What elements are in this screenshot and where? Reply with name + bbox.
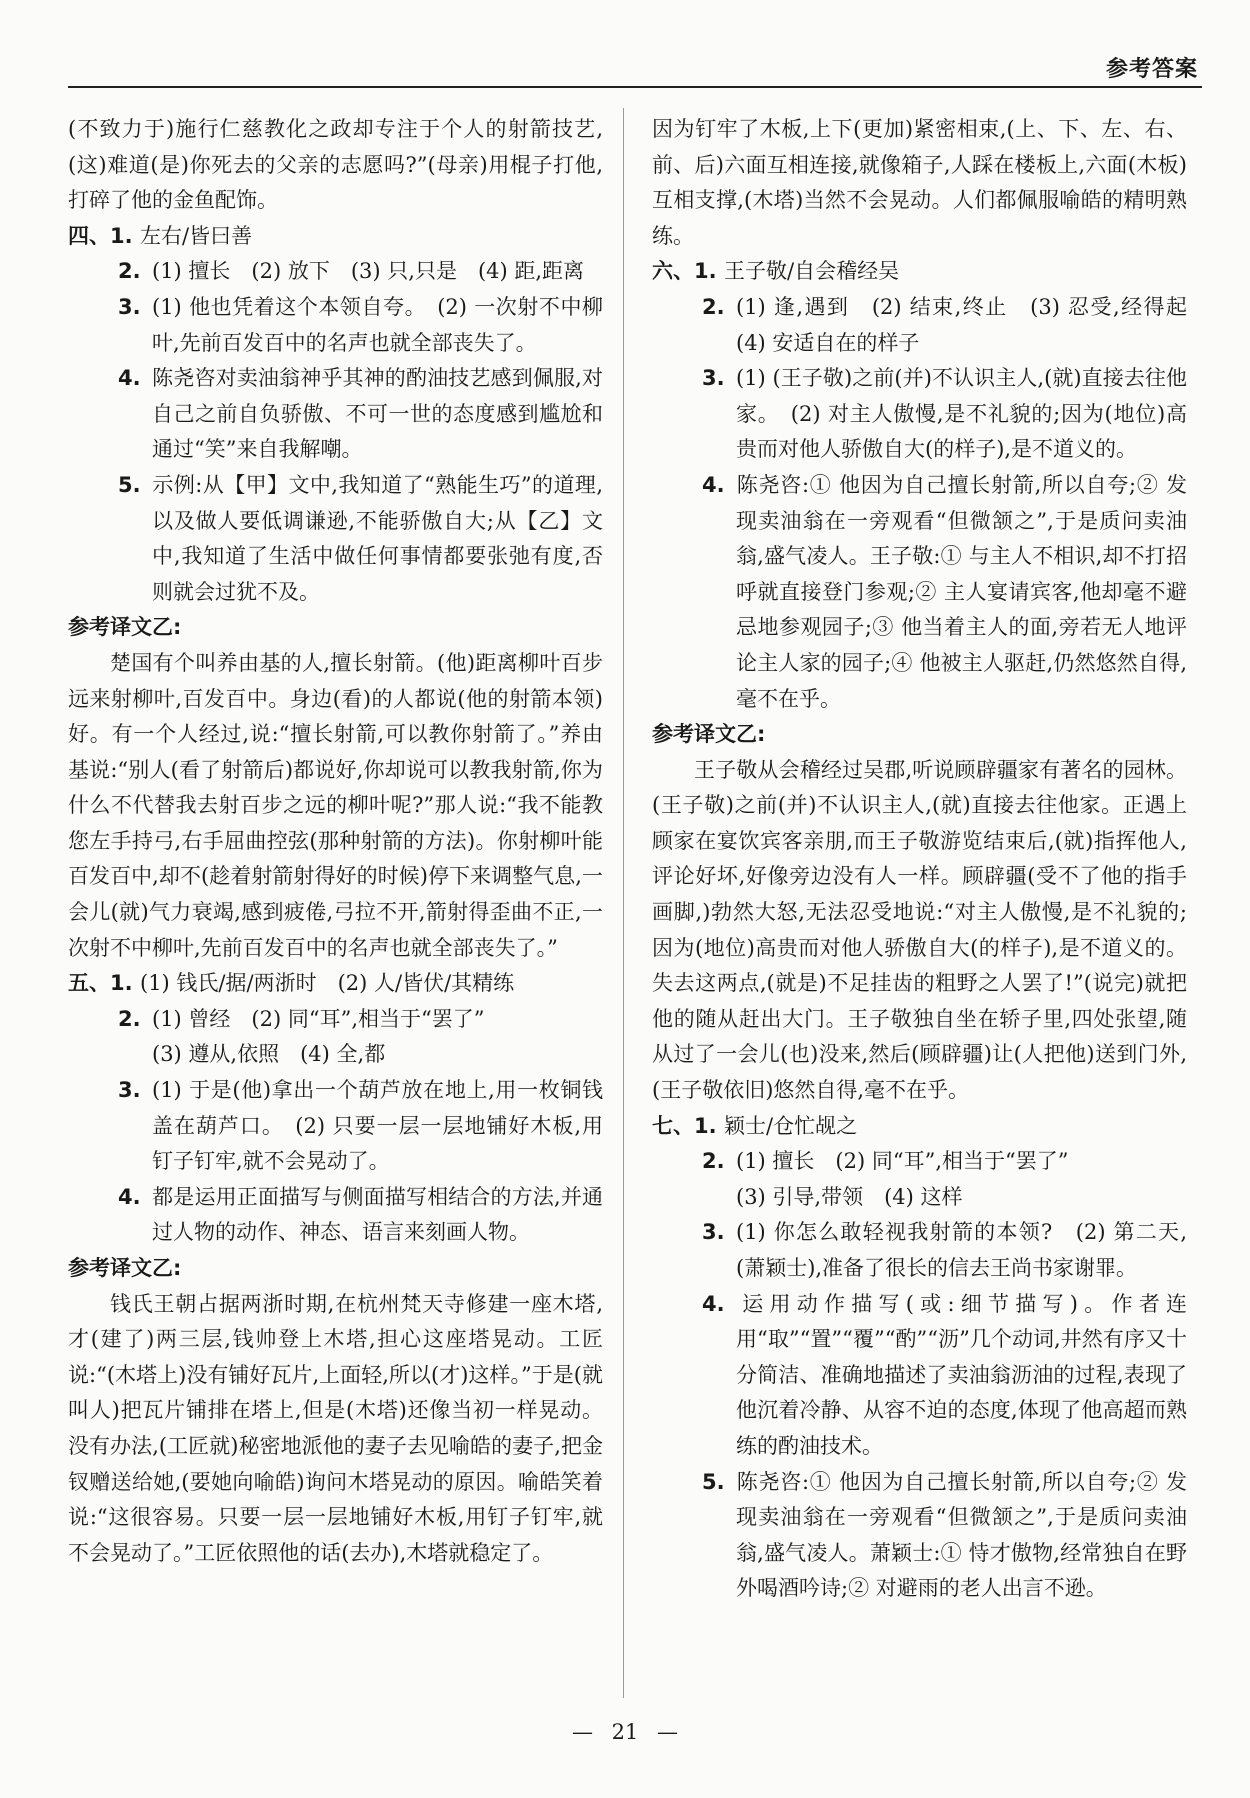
section-5-item-3: 3. (1) 于是(他)拿出一个葫芦放在地上,用一枚铜钱盖在葫芦口。 (2) 只要一层一层地铺好木板,用钉子钉牢,就不会晃动了。 bbox=[118, 1078, 603, 1174]
section-6-label: 六、 bbox=[652, 259, 694, 284]
intro-paragraph: (不致力于)施行仁慈教化之政却专注于个人的射箭技艺,(这)难道(是)你死去的父亲的志愿吗?”(母亲)用棍子打他,打碎了他的金鱼配饰。 bbox=[68, 117, 603, 213]
section-4-item-1: 四、1. 左右/皆曰善 bbox=[68, 223, 253, 248]
section-7-item-5: 5. 陈尧咨:① 他因为自己擅长射箭,所以自夸;② 发现卖油翁在一旁观看“但微颔之”,于是质问卖油翁,盛气凌人。萧颖士:① 恃才傲物,经常独自在野外喝酒吟诗;② 对避雨的老人出言不逊。 bbox=[702, 1469, 1187, 1601]
section-4-item-2: 2. (1) 擅长 (2) 放下 (3) 只,只是 (4) 距,距离 bbox=[118, 259, 585, 284]
section-4-item-4: 4. 陈尧咨对卖油翁神乎其神的酌油技艺感到佩服,对自己之前自负骄傲、不可一世的态度感到尴尬和通过“笑”来自我解嘲。 bbox=[118, 366, 603, 462]
section-5-item-2: 2. (1) 曾经 (2) 同“耳”,相当于“罢了” bbox=[118, 1006, 485, 1031]
section-7-label: 七、 bbox=[652, 1113, 694, 1138]
section-7-item-4: 4. 运用动作描写(或:细节描写)。作者连用“取”“置”“覆”“酌”“沥”几个动词,井然有序又十分简洁、准确地描述了卖油翁沥油的过程,表现了他沉着冷静、从容不迫的态度,体现了他高超而熟练的酌油技术。 bbox=[702, 1291, 1187, 1458]
column-divider bbox=[623, 108, 624, 1698]
section-5-item-1: 五、1. (1) 钱氏/据/两浙时 (2) 人/皆伏/其精练 bbox=[68, 971, 515, 996]
header-rule bbox=[68, 86, 1202, 88]
section-4-item-3: 3. (1) 他也凭着这个本领自夸。 (2) 一次射不中柳叶,先前百发百中的名声也就全部丧失了。 bbox=[118, 294, 603, 355]
section-5-label: 五、 bbox=[68, 971, 110, 996]
section-7-item-1: 七、1. 颖士/仓忙觇之 bbox=[652, 1113, 858, 1138]
reference-translation-label: 参考译文乙: bbox=[68, 615, 182, 640]
left-column bbox=[68, 112, 603, 1571]
section-6-item-4: 4. 陈尧咨:① 他因为自己擅长射箭,所以自夸;② 发现卖油翁在一旁观看“但微颔之”,于是质问卖油翁,盛气凌人。王子敬:① 与主人不相识,却不打招呼就直接登门参观;② 主人宴请宾客,他却毫不避忌地参观园子;③ 他当着主人的面,旁若无人地评论主人家的园子;④ 他被主人驱赶,仍然悠然自得,毫不在乎。 bbox=[702, 472, 1187, 711]
page-dash-right: — bbox=[657, 1720, 679, 1744]
section-6-item-3: 3. (1) (王子敬)之前(并)不认识主人,(就)直接去往他家。 (2) 对主人傲慢,是不礼貌的;因为(地位)高贵而对他人骄傲自大(的样子),是不道义的。 bbox=[702, 366, 1187, 462]
section-6-item-2: 2. (1) 逢,遇到 (2) 结束,终止 (3) 忍受,经得起 (4) 安适自在的样子 bbox=[702, 294, 1208, 355]
reference-translation-text: 王子敬从会稽经过吴郡,听说顾辟疆家有著名的园林。(王子敬)之前(并)不认识主人,(就)直接去往他家。正遇上顾家在宴饮宾客亲朋,而王子敬游览结束后,(就)指挥他人,评论好坏,好像旁边没有人一样。顾辟疆(受不了他的指手画脚,)勃然大怒,无法忍受地说:“对主人傲慢,是不礼貌的;因为(地位)高贵而对他人骄傲自大(的样子),是不道义的。失去这两点,(就是)不足挂齿的粗野之人罢了!”(说完)就把他的随从赶出大门。王子敬独自坐在轿子里,四处张望,随从过了一会儿(也)没来,然后(顾辟疆)让(人把他)送到门外,(王子敬依旧)悠然自得,毫不在乎。 bbox=[652, 757, 1187, 1103]
page-number-value: 21 bbox=[611, 1720, 639, 1744]
section-5-item-4: 4. 都是运用正面描写与侧面描写相结合的方法,并通过人物的动作、神态、语言来刻画人物。 bbox=[118, 1184, 603, 1245]
page-dash-left: — bbox=[571, 1720, 593, 1744]
right-column bbox=[652, 112, 1208, 1607]
section-7-item-3: 3. (1) 你怎么敢轻视我射箭的本领? (2) 第二天,(萧颖士),准备了很长的信去王尚书家谢罪。 bbox=[702, 1220, 1187, 1280]
continued-paragraph: 因为钉牢了木板,上下(更加)紧密相束,(上、下、左、右、前、后)六面互相连接,就像箱子,人踩在楼板上,六面(木板)互相支撑,(木塔)当然不会晃动。人们都佩服喻皓的精明熟练。 bbox=[652, 117, 1187, 248]
section-4-label: 四、 bbox=[68, 223, 110, 248]
page-number bbox=[0, 1720, 1250, 1744]
reference-translation-text: 楚国有个叫养由基的人,擅长射箭。(他)距离柳叶百步远来射柳叶,百发百中。身边(看)的人都说(他的射箭本领)好。有一个人经过,说:“擅长射箭,可以教你射箭了。”养由基说:“别人(看了射箭后)都说好,你却说可以教我射箭,你为什么不代替我去射百步之远的柳叶呢?”那人说:“我不能教您左手持弓,右手屈曲控弦(那种射箭的方法)。你射柳叶能百发百中,却不(趁着射箭射得好的时候)停下来调整气息,一会儿(就)气力衰竭,感到疲倦,弓拉不开,箭射得歪曲不正,一次射不中柳叶,先前百发百中的名声也就全部丧失了。” bbox=[68, 650, 603, 960]
reference-translation-label: 参考译文乙: bbox=[652, 722, 766, 747]
section-6-item-1: 六、1. 王子敬/自会稽经吴 bbox=[652, 259, 900, 284]
section-5-item-2-sub: (3) 遵从,依照 (4) 全,都 bbox=[152, 1042, 386, 1067]
page-header-title: 参考答案 bbox=[1105, 57, 1198, 82]
section-4-item-5: 5. 示例:从【甲】文中,我知道了“熟能生巧”的道理,以及做人要低调谦逊,不能骄傲自大;从【乙】文中,我知道了生活中做任何事情都要张弛有度,否则就会过犹不及。 bbox=[118, 472, 603, 604]
section-7-item-2: 2. (1) 擅长 (2) 同“耳”,相当于“罢了” bbox=[702, 1149, 1069, 1174]
section-7-item-2-sub: (3) 引导,带领 (4) 这样 bbox=[736, 1184, 963, 1209]
reference-translation-text: 钱氏王朝占据两浙时期,在杭州梵天寺修建一座木塔,才(建了)两三层,钱帅登上木塔,担心这座塔晃动。工匠说:“(木塔上)没有铺好瓦片,上面轻,所以(才)这样。”于是(就叫人)把瓦片铺排在塔上,但是(木塔)还像当初一样晃动。没有办法,(工匠就)秘密地派他的妻子去见喻皓的妻子,把金钗赠送给她,(要她向喻皓)询问木塔晃动的原因。喻皓笑着说:“这很容易。只要一层一层地铺好木板,用钉子钉牢,就不会晃动了。”工匠依照他的话(去办),木塔就稳定了。 bbox=[68, 1291, 603, 1565]
reference-translation-label: 参考译文乙: bbox=[68, 1256, 182, 1280]
